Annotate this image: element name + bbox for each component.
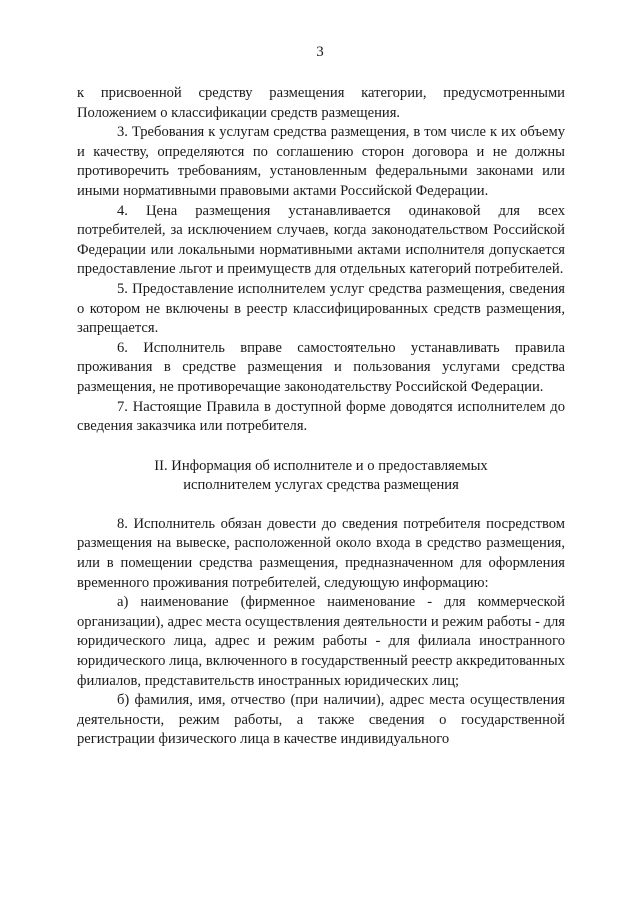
document-body — [77, 84, 565, 750]
section-heading-line-2: исполнителем услугах средства размещения — [183, 477, 459, 494]
paragraph-8: 8. Исполнитель обязан довести до сведения потребителя посредством размещения на вывеске, расположенной около входа в средство размещения, или в помещении средства размещения, предназначенном для оформления временного проживания потребителей, следующую информацию: — [77, 515, 565, 591]
paragraph-8b: б) фамилия, имя, отчество (при наличии), адрес места осуществления деятельности, режим работы, а также сведения о государственной регистрации физического лица в качестве индивидуального — [77, 692, 565, 748]
paragraph-4: 4. Цена размещения устанавливается одинаковой для всех потребителей, за исключением случаев, когда законодательством Российской Федерации или локальными нормативными актами исполнителя допускается предоставление льгот и преимуществ для отдельных категорий потребителей. — [77, 202, 565, 278]
section-heading-line-1: II. Информация об исполнителе и о предоставляемых — [154, 457, 488, 474]
paragraph-5: 5. Предоставление исполнителем услуг средства размещения, сведения о котором не включены в реестр классифицированных средств размещения, запрещается. — [77, 280, 565, 337]
paragraph-8a: а) наименование (фирменное наименование - для коммерческой организации), адрес места осуществления деятельности и режим работы - для юридического лица, адрес и режим работы - для филиала иностранного юридического лица, включенного в государственный реестр аккредитованных филиалов, представительств иностранных юридических лиц; — [77, 594, 565, 689]
paragraph-continuation: к присвоенной средству размещения категории, предусмотренными Положением о классификации средств размещения. — [77, 85, 565, 121]
page-number: 3 — [316, 44, 324, 60]
paragraph-3: 3. Требования к услугам средства размещения, в том числе к их объему и качеству, определяются по соглашению сторон договора и не должны противоречить требованиям, установленным федеральными законами или иными нормативными правовыми актами Российской Федерации. — [77, 124, 565, 199]
section-heading — [77, 457, 565, 496]
paragraph-7: 7. Настоящие Правила в доступной форме доводятся исполнителем до сведения заказчика или потребителя. — [77, 398, 565, 435]
paragraph-6: 6. Исполнитель вправе самостоятельно устанавливать правила проживания в средстве размещения и пользования услугами средства размещения, не противоречащие законодательству Российской Федерации. — [77, 339, 565, 395]
